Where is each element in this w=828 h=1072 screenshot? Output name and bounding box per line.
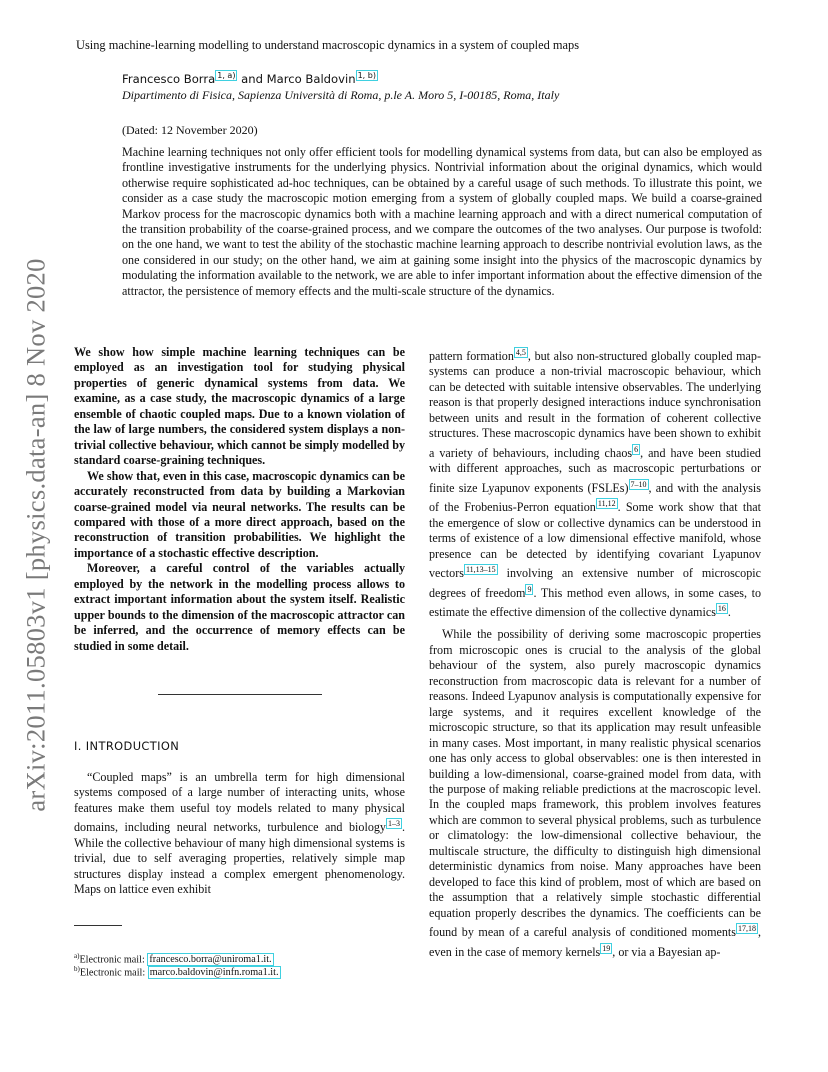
footnote-a [74, 952, 274, 965]
citation-link[interactable]: 6 [634, 444, 639, 454]
citation-link[interactable]: 19 [602, 943, 611, 953]
footnote-b [74, 965, 281, 978]
footnote-label: Electronic mail: [79, 954, 148, 966]
affiliation-marker[interactable]: 1, a) [217, 71, 236, 80]
footnote-mark: b) [74, 965, 80, 973]
body-paragraph [429, 345, 761, 620]
body-paragraph [429, 627, 761, 960]
footnote-rule [74, 925, 122, 926]
citation-link[interactable]: 1–3 [387, 819, 400, 829]
text-run: , even in the case of memory kernels [429, 925, 761, 959]
affiliation: Dipartimento di Fisica, Sapienza Università di Roma, p.le A. Moro 5, I-00185, Roma, Italy [122, 88, 560, 102]
footnote-mark: a) [74, 952, 80, 960]
author-name: Francesco Borra [122, 71, 216, 86]
arxiv-stamp [20, 255, 52, 815]
citation-link[interactable]: 9 [527, 584, 532, 594]
text-run: “Coupled maps” is an umbrella term for high dimensional systems composed of a large number of interacting units, whose features make them useful toy models related to many physical domains, including neural networks, turbulence and biology [74, 770, 405, 835]
citation-link[interactable]: 11,13–15 [465, 565, 496, 575]
text-run: While the possibility of deriving some macroscopic properties from microscopic ones is crucial to the analysis of the global behaviour of the system, also purely macroscopic dynamics reconstruction from macroscopic data is relevant for a number of reasons. Indeed Lyapunov analysis is computationally expensive for large systems, and it requires excellent knowledge of the microscopic structure, so that its application may result unfeasible in many cases. Most important, in many realistic physical scenarios one has only access to global observables: one is then interested in building a low-dimensional, coarse-grained model from data, with the purpose of making reliable predictions at the macroscopic level. In the coupled maps framework, this problem involves features which are common to several physical problems, such as turbulence or climatology: the low-dimensional collective behaviour, the multiscale structure, the difficulty to distinguish high dimensional deterministic dynamics from noise. Many approaches have been developed to face this kind of problem, most of which are based on the assumption that a relatively simple stochastic differential equation properly describes the dynamics. The coefficients can be found by mean of a careful analysis of conditioned moments [429, 627, 761, 940]
arxiv-identifier: arXiv:2011.05803v1 [physics.data-an] 8 Nov 2020 [20, 258, 51, 812]
section-heading: I. INTRODUCTION [74, 739, 180, 753]
text-run: . This method even allows, in some cases, to estimate the effective dimension of the collective dynamics [429, 585, 762, 620]
text-run: , but also non-structured globally coupled map-systems can produce a non-trivial macroscopic behaviour, which can be detected with suitable intensive observables. The underlying reason is that properly designed interactions induce synchronisation between units and result in the formation of coherent collective structures. These macroscopic dynamics have been shown to exhibit a variety of behaviours, including chaos [429, 349, 761, 460]
author-line [122, 71, 378, 86]
date-line: (Dated: 12 November 2020) [122, 123, 258, 137]
abstract: Machine learning techniques not only offer efficient tools for modelling dynamical systems from data, but can also be employed as frontline investigative instruments for the underlying physics. Nontrivial information about the original dynamics, which would otherwise require sophisticated ad-hoc techniques, can be obtained by a careful usage of such methods. To illustrate this point, we consider as a case study the macroscopic motion emerging from a system of globally coupled maps. We build a coarse-grained Markov process for the macroscopic dynamics both with a machine learning approach and with a direct numerical computation of the transition probability of the coarse-grained process, and we compare the outcomes of the two analyses. Our purpose is twofold: on the one hand, we want to test the ability of the stochastic machine learning approach to describe nontrivial evolution laws, as the one considered in our study; on the other hand, we aim at gaining some insight into the physics of the macroscopic dynamics by modulating the information available to the network, we are able to infer important information about the effective dimension of the attractor, the persistence of memory effects and the multi-scale structure of the dynamics. [122, 145, 762, 298]
citation-link[interactable]: 17,18 [737, 924, 756, 934]
text-run: . Some work show that that the emergence of slow or collective dynamics can be understood in terms of existence of a low dimensional effective manifold, whose presence can be detected by identifying covariant Lyapunov vectors [429, 500, 761, 581]
author-conjunction: and [241, 71, 263, 86]
right-column [429, 345, 761, 960]
lead-paragraphs [74, 345, 405, 654]
running-title: Using machine-learning modelling to understand macroscopic dynamics in a system of coupled maps [76, 38, 580, 52]
email-link[interactable]: marco.baldovin@infn.roma1.it. [149, 967, 279, 979]
email-link[interactable]: francesco.borra@uniroma1.it. [149, 954, 272, 966]
citation-link[interactable]: 16 [717, 603, 726, 613]
lead-paragraph: We show that, even in this case, macroscopic dynamics can be accurately reconstructed from data by building a Markovian coarse-grained model via neural networks. The results can be compared with those of a more direct approach, based on the reconstruction of transition probabilities. We highlight the importance of a stochastic effective description. [74, 468, 405, 560]
lead-paragraph: Moreover, a careful control of the variables actually employed by the network in the modelling process allows to extract important information about the system itself. Realistic upper bounds to the dimension of the macroscopic attractor can be inferred, and the occurrence of memory effects can be studied in some detail. [74, 561, 405, 653]
text-run: , and with the analysis of the Frobenius-Perron equation [429, 480, 761, 515]
text-run: , or via a Bayesian ap- [612, 944, 721, 959]
citation-link[interactable]: 11,12 [597, 499, 616, 509]
author-name: Marco Baldovin [266, 71, 356, 86]
text-run: . [727, 605, 731, 620]
intro-paragraph [74, 770, 405, 898]
text-run: , and have been studied with different approaches, such as macroscopic perturbations or finite size Lyapunov exponents (FSLEs) [429, 445, 761, 495]
citation-link[interactable]: 7–10 [630, 479, 647, 489]
text-run: . While the collective behaviour of many high dimensional systems is trivial, due to self averaging properties, relatively simple map structures display instead a complex emergent phenomenology. Maps on lattice even exhibit [74, 820, 405, 897]
separator-rule [158, 694, 322, 695]
footnote-label: Electronic mail: [79, 967, 148, 979]
affiliation-marker[interactable]: 1, b) [357, 71, 376, 80]
text-run: pattern formation [429, 349, 514, 364]
text-run: involving an extensive number of microscopic degrees of freedom [429, 566, 761, 600]
lead-paragraph: We show how simple machine learning techniques can be employed as an investigation tool for studying physical properties of generic dynamical systems from data. We examine, as a case study, the macroscopic dynamics of a large ensemble of chaotic coupled maps. Due to a known violation of the law of large numbers, the considered system displays a non-trivial collective behaviour, which cannot be simply modelled by standard coarse-graining techniques. [74, 345, 405, 468]
citation-link[interactable]: 4,5 [515, 348, 526, 357]
